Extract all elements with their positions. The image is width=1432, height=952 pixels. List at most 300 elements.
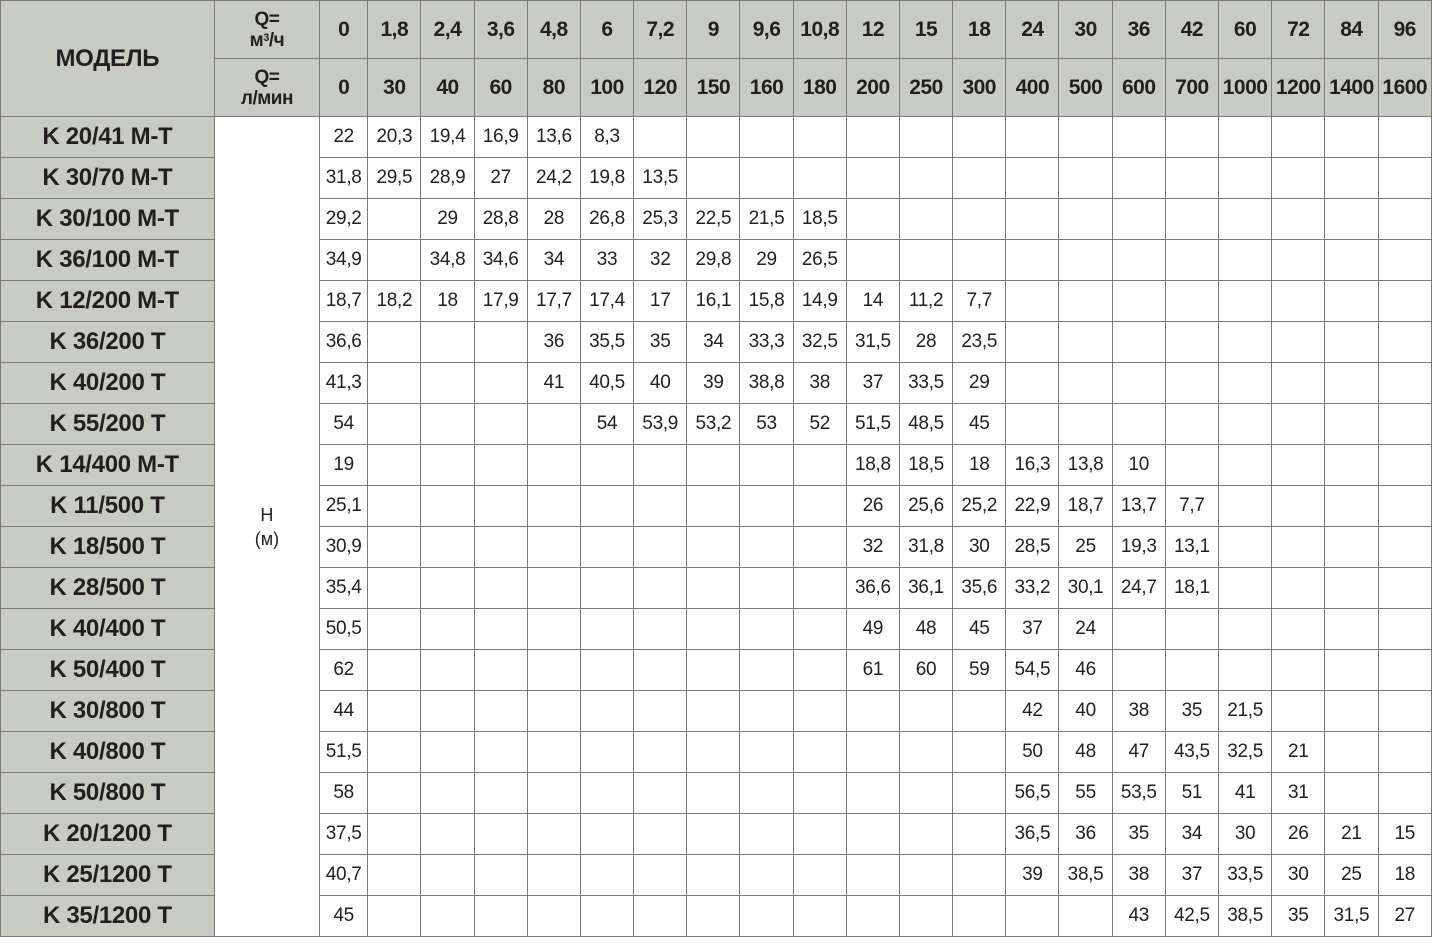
flow-lmin-cell: 180: [793, 59, 846, 117]
head-value-cell: [368, 650, 421, 691]
head-value-cell: [634, 855, 687, 896]
head-value-cell: 10: [1112, 445, 1165, 486]
head-value-cell: 36,1: [899, 568, 952, 609]
head-value-cell: [846, 691, 899, 732]
head-value-cell: [1219, 240, 1272, 281]
head-value-cell: [1325, 527, 1378, 568]
head-value-cell: 43,5: [1165, 732, 1218, 773]
head-value-cell: [1112, 158, 1165, 199]
head-value-cell: 50,5: [320, 609, 368, 650]
head-value-cell: 33,2: [1006, 568, 1059, 609]
head-value-cell: [421, 404, 474, 445]
head-value-cell: [1378, 527, 1431, 568]
head-value-cell: [1112, 199, 1165, 240]
head-value-cell: 13,8: [1059, 445, 1112, 486]
head-value-cell: 37: [846, 363, 899, 404]
head-value-cell: [687, 117, 740, 158]
head-value-cell: [634, 486, 687, 527]
head-value-cell: [1325, 363, 1378, 404]
head-value-cell: [1272, 691, 1325, 732]
head-value-cell: [793, 732, 846, 773]
flow-lmin-cell: 300: [953, 59, 1006, 117]
head-value-cell: [421, 896, 474, 937]
head-value-cell: 37: [1165, 855, 1218, 896]
model-name-cell: K 40/800 T: [1, 732, 215, 773]
head-value-cell: 41,3: [320, 363, 368, 404]
flow-lmin-cell: 150: [687, 59, 740, 117]
head-value-cell: [1378, 773, 1431, 814]
head-value-cell: [1059, 117, 1112, 158]
head-value-cell: [368, 855, 421, 896]
model-name-cell: K 20/41 M-T: [1, 117, 215, 158]
head-value-cell: 21: [1272, 732, 1325, 773]
flow-lmin-cell: 600: [1112, 59, 1165, 117]
head-value-cell: 31,5: [846, 322, 899, 363]
head-value-cell: 30: [1219, 814, 1272, 855]
head-value-cell: [634, 568, 687, 609]
head-value-cell: 29: [740, 240, 793, 281]
model-name-cell: K 50/400 T: [1, 650, 215, 691]
head-value-cell: [368, 527, 421, 568]
head-value-cell: 19,4: [421, 117, 474, 158]
head-value-cell: [740, 568, 793, 609]
head-value-cell: [899, 158, 952, 199]
head-value-cell: 59: [953, 650, 1006, 691]
head-value-cell: 11,2: [899, 281, 952, 322]
head-value-cell: 30: [1272, 855, 1325, 896]
head-value-cell: [421, 691, 474, 732]
head-value-cell: [580, 773, 633, 814]
head-value-cell: [634, 650, 687, 691]
head-value-cell: [368, 445, 421, 486]
head-value-cell: 48,5: [899, 404, 952, 445]
head-value-cell: [1112, 240, 1165, 281]
head-value-cell: [793, 691, 846, 732]
head-value-cell: [1165, 158, 1218, 199]
head-value-cell: 16,3: [1006, 445, 1059, 486]
head-value-cell: 54: [320, 404, 368, 445]
head-label-unit: (м): [254, 528, 280, 549]
head-value-cell: 56,5: [1006, 773, 1059, 814]
head-value-cell: 45: [953, 609, 1006, 650]
head-value-cell: [1006, 281, 1059, 322]
head-value-cell: [846, 240, 899, 281]
head-value-cell: [1272, 404, 1325, 445]
head-value-cell: [527, 896, 580, 937]
head-value-cell: [793, 855, 846, 896]
head-value-cell: 19,3: [1112, 527, 1165, 568]
head-value-cell: 55: [1059, 773, 1112, 814]
table-header: [1, 1, 1432, 117]
head-value-cell: [687, 650, 740, 691]
head-value-cell: [368, 691, 421, 732]
head-value-cell: [793, 568, 846, 609]
head-value-cell: [1272, 322, 1325, 363]
head-value-cell: [1272, 445, 1325, 486]
header-row-flow-m3h: [1, 1, 1432, 59]
head-value-cell: 40: [1059, 691, 1112, 732]
head-value-cell: [1378, 363, 1431, 404]
head-value-cell: [687, 691, 740, 732]
head-value-cell: 34: [687, 322, 740, 363]
head-value-cell: [846, 117, 899, 158]
model-name-cell: K 50/800 T: [1, 773, 215, 814]
head-value-cell: [474, 527, 527, 568]
head-value-cell: [368, 404, 421, 445]
head-value-cell: [687, 814, 740, 855]
flow-lmin-cell: 200: [846, 59, 899, 117]
head-value-cell: [687, 445, 740, 486]
head-value-cell: [1378, 281, 1431, 322]
head-value-cell: [527, 568, 580, 609]
head-value-cell: [687, 527, 740, 568]
head-value-cell: 17,7: [527, 281, 580, 322]
head-value-cell: [1112, 281, 1165, 322]
head-value-cell: [580, 855, 633, 896]
head-value-cell: 38,5: [1219, 896, 1272, 937]
head-value-cell: 48: [1059, 732, 1112, 773]
head-value-cell: [474, 363, 527, 404]
head-value-cell: [953, 855, 1006, 896]
head-value-cell: 51,5: [320, 732, 368, 773]
head-value-cell: [793, 158, 846, 199]
model-name-cell: K 25/1200 T: [1, 855, 215, 896]
head-value-cell: [1272, 158, 1325, 199]
flow-m3h-cell: 0: [320, 1, 368, 59]
head-value-cell: [474, 855, 527, 896]
head-value-cell: 36,5: [1006, 814, 1059, 855]
head-value-cell: 36: [1059, 814, 1112, 855]
head-value-cell: 47: [1112, 732, 1165, 773]
head-value-cell: 33,3: [740, 322, 793, 363]
head-value-cell: 25,1: [320, 486, 368, 527]
head-value-cell: [527, 445, 580, 486]
head-value-cell: [1112, 363, 1165, 404]
head-value-cell: [634, 609, 687, 650]
head-value-cell: 17,9: [474, 281, 527, 322]
head-value-cell: [1006, 363, 1059, 404]
head-value-cell: 19: [320, 445, 368, 486]
flow-m3h-cell: 7,2: [634, 1, 687, 59]
head-value-cell: [527, 691, 580, 732]
head-value-cell: [793, 117, 846, 158]
head-value-cell: 28,5: [1006, 527, 1059, 568]
head-value-cell: 26,5: [793, 240, 846, 281]
head-value-cell: [1325, 732, 1378, 773]
head-value-cell: 35: [1112, 814, 1165, 855]
flow-lmin-cell: 400: [1006, 59, 1059, 117]
head-value-cell: [368, 199, 421, 240]
head-value-cell: [1325, 445, 1378, 486]
head-value-cell: [1112, 322, 1165, 363]
head-value-cell: 51: [1165, 773, 1218, 814]
head-value-cell: [1325, 568, 1378, 609]
head-value-cell: 35: [1165, 691, 1218, 732]
head-value-cell: [1165, 609, 1218, 650]
head-value-cell: [1006, 117, 1059, 158]
head-value-cell: 24,7: [1112, 568, 1165, 609]
head-value-cell: [899, 117, 952, 158]
head-value-cell: [793, 814, 846, 855]
head-value-cell: [899, 691, 952, 732]
head-value-cell: [1059, 363, 1112, 404]
head-value-cell: 34,8: [421, 240, 474, 281]
head-value-cell: 22,9: [1006, 486, 1059, 527]
head-value-cell: [740, 486, 793, 527]
head-value-cell: 26: [846, 486, 899, 527]
head-value-cell: 38: [1112, 855, 1165, 896]
model-name-cell: K 28/500 T: [1, 568, 215, 609]
head-value-cell: 34,9: [320, 240, 368, 281]
head-value-cell: 28,9: [421, 158, 474, 199]
head-value-cell: [1325, 199, 1378, 240]
header-row-flow-lmin: [1, 59, 1432, 117]
head-value-cell: 19,8: [580, 158, 633, 199]
head-value-cell: [634, 691, 687, 732]
head-value-cell: 31,5: [1325, 896, 1378, 937]
head-value-cell: [953, 691, 1006, 732]
head-value-cell: [1378, 568, 1431, 609]
head-value-cell: [1219, 527, 1272, 568]
head-value-cell: 15,8: [740, 281, 793, 322]
flow-lmin-cell: 500: [1059, 59, 1112, 117]
head-value-cell: [1378, 732, 1431, 773]
head-value-cell: [368, 322, 421, 363]
flow-m3h-cell: 3,6: [474, 1, 527, 59]
head-value-cell: [1112, 404, 1165, 445]
head-value-cell: [421, 322, 474, 363]
head-value-cell: 18,5: [793, 199, 846, 240]
head-value-cell: [1325, 281, 1378, 322]
head-value-cell: [1059, 404, 1112, 445]
head-value-cell: 13,5: [634, 158, 687, 199]
head-value-cell: 25: [1059, 527, 1112, 568]
flow-m3h-cell: 2,4: [421, 1, 474, 59]
head-value-cell: [687, 896, 740, 937]
head-value-cell: 29,5: [368, 158, 421, 199]
head-value-cell: [474, 773, 527, 814]
head-label-top: H: [260, 504, 274, 525]
head-value-cell: 36,6: [846, 568, 899, 609]
head-value-cell: 34: [527, 240, 580, 281]
head-value-cell: 25,3: [634, 199, 687, 240]
model-column-header: [1, 1, 215, 117]
head-value-cell: 28: [527, 199, 580, 240]
head-value-cell: [687, 486, 740, 527]
head-value-cell: [1325, 486, 1378, 527]
head-value-cell: 14,9: [793, 281, 846, 322]
head-value-cell: [740, 609, 793, 650]
head-value-cell: [1378, 445, 1431, 486]
head-value-cell: [1378, 240, 1431, 281]
head-value-cell: 13,1: [1165, 527, 1218, 568]
head-value-cell: [421, 773, 474, 814]
model-name-cell: K 30/800 T: [1, 691, 215, 732]
model-name-cell: K 11/500 T: [1, 486, 215, 527]
head-value-cell: [1165, 117, 1218, 158]
flow-m3h-cell: 72: [1272, 1, 1325, 59]
head-value-cell: 29: [421, 199, 474, 240]
head-value-cell: 31,8: [320, 158, 368, 199]
head-value-cell: [740, 158, 793, 199]
head-value-cell: 18: [421, 281, 474, 322]
head-value-cell: 30,9: [320, 527, 368, 568]
head-value-cell: 30,1: [1059, 568, 1112, 609]
head-value-cell: 18,5: [899, 445, 952, 486]
head-value-cell: [793, 650, 846, 691]
head-value-cell: [421, 732, 474, 773]
head-value-cell: [368, 568, 421, 609]
head-value-cell: [368, 363, 421, 404]
head-value-cell: 31,8: [899, 527, 952, 568]
head-value-cell: [1378, 486, 1431, 527]
head-value-cell: [899, 732, 952, 773]
model-name-cell: K 30/100 M-T: [1, 199, 215, 240]
head-value-cell: [953, 199, 1006, 240]
head-value-cell: [421, 855, 474, 896]
head-value-cell: [1219, 445, 1272, 486]
head-value-cell: 18,1: [1165, 568, 1218, 609]
head-value-cell: 21: [1325, 814, 1378, 855]
head-value-cell: 28,8: [474, 199, 527, 240]
head-value-cell: [1272, 568, 1325, 609]
head-value-cell: [1272, 650, 1325, 691]
head-value-cell: [1059, 281, 1112, 322]
head-value-cell: 18: [953, 445, 1006, 486]
head-value-cell: 52: [793, 404, 846, 445]
head-value-cell: 17: [634, 281, 687, 322]
head-value-cell: 41: [527, 363, 580, 404]
head-value-cell: 28: [899, 322, 952, 363]
head-value-cell: [527, 814, 580, 855]
head-value-cell: 17,4: [580, 281, 633, 322]
model-name-cell: K 30/70 M-T: [1, 158, 215, 199]
head-value-cell: [1165, 650, 1218, 691]
head-value-cell: [634, 896, 687, 937]
head-value-cell: 7,7: [1165, 486, 1218, 527]
head-value-cell: 18,2: [368, 281, 421, 322]
head-value-cell: [1059, 158, 1112, 199]
head-value-cell: [899, 773, 952, 814]
head-value-cell: 27: [474, 158, 527, 199]
head-value-cell: [740, 527, 793, 568]
head-value-cell: 36,6: [320, 322, 368, 363]
head-value-cell: 33,5: [899, 363, 952, 404]
head-value-cell: 31: [1272, 773, 1325, 814]
head-value-cell: 53: [740, 404, 793, 445]
head-value-cell: [580, 486, 633, 527]
head-value-cell: [474, 691, 527, 732]
head-value-cell: 45: [953, 404, 1006, 445]
head-value-cell: [899, 814, 952, 855]
head-value-cell: [1165, 404, 1218, 445]
head-value-cell: [474, 896, 527, 937]
head-value-cell: 62: [320, 650, 368, 691]
flow-m3h-cell: 4,8: [527, 1, 580, 59]
head-value-cell: [1112, 650, 1165, 691]
head-value-cell: [687, 158, 740, 199]
head-value-cell: 35: [1272, 896, 1325, 937]
head-value-cell: [1059, 240, 1112, 281]
flow-lmin-cell: 1200: [1272, 59, 1325, 117]
head-value-cell: [793, 445, 846, 486]
head-value-cell: [687, 773, 740, 814]
head-value-cell: [527, 650, 580, 691]
head-value-cell: [368, 773, 421, 814]
head-value-cell: 39: [687, 363, 740, 404]
head-value-cell: [527, 609, 580, 650]
model-name-cell: K 40/200 T: [1, 363, 215, 404]
flow-m3h-cell: 9,6: [740, 1, 793, 59]
head-value-cell: [580, 691, 633, 732]
head-value-cell: [474, 650, 527, 691]
head-value-cell: [1165, 322, 1218, 363]
model-header-label: МОДЕЛЬ: [55, 44, 160, 72]
head-value-cell: [634, 445, 687, 486]
flow-lmin-label-unit: л/мин: [240, 87, 293, 109]
head-value-cell: [1219, 281, 1272, 322]
flow-m3h-cell: 12: [846, 1, 899, 59]
head-value-cell: [1165, 199, 1218, 240]
head-value-cell: 16,1: [687, 281, 740, 322]
flow-m3h-cell: 36: [1112, 1, 1165, 59]
head-value-cell: [474, 404, 527, 445]
head-value-cell: [1378, 650, 1431, 691]
head-value-cell: [421, 650, 474, 691]
head-value-cell: 53,5: [1112, 773, 1165, 814]
head-value-cell: [846, 814, 899, 855]
head-value-cell: [740, 732, 793, 773]
head-value-cell: 29,8: [687, 240, 740, 281]
head-value-cell: 42: [1006, 691, 1059, 732]
head-value-cell: [474, 486, 527, 527]
flow-m3h-cell: 30: [1059, 1, 1112, 59]
head-value-cell: [1006, 158, 1059, 199]
head-value-cell: [953, 117, 1006, 158]
flow-m3h-cell: 24: [1006, 1, 1059, 59]
head-value-cell: [580, 445, 633, 486]
head-value-cell: [474, 732, 527, 773]
head-value-cell: [793, 527, 846, 568]
head-value-cell: [580, 814, 633, 855]
model-name-cell: K 55/200 T: [1, 404, 215, 445]
head-value-cell: 53,2: [687, 404, 740, 445]
head-value-cell: [793, 773, 846, 814]
head-value-cell: 24,2: [527, 158, 580, 199]
head-value-cell: 35,4: [320, 568, 368, 609]
head-value-cell: [899, 896, 952, 937]
table-body: [1, 117, 1432, 937]
head-value-cell: [953, 158, 1006, 199]
head-value-cell: [846, 158, 899, 199]
head-value-cell: [1325, 773, 1378, 814]
head-value-cell: 60: [899, 650, 952, 691]
flow-lmin-cell: 1000: [1219, 59, 1272, 117]
head-value-cell: [368, 486, 421, 527]
head-value-cell: 25,2: [953, 486, 1006, 527]
head-value-cell: [793, 486, 846, 527]
head-value-cell: [527, 773, 580, 814]
head-value-cell: [740, 445, 793, 486]
head-value-cell: 13,7: [1112, 486, 1165, 527]
model-name-cell: K 14/400 M-T: [1, 445, 215, 486]
head-value-cell: [527, 732, 580, 773]
model-name-cell: K 20/1200 T: [1, 814, 215, 855]
head-value-cell: 43: [1112, 896, 1165, 937]
head-value-cell: [634, 773, 687, 814]
head-value-cell: [740, 650, 793, 691]
head-value-cell: 30: [953, 527, 1006, 568]
